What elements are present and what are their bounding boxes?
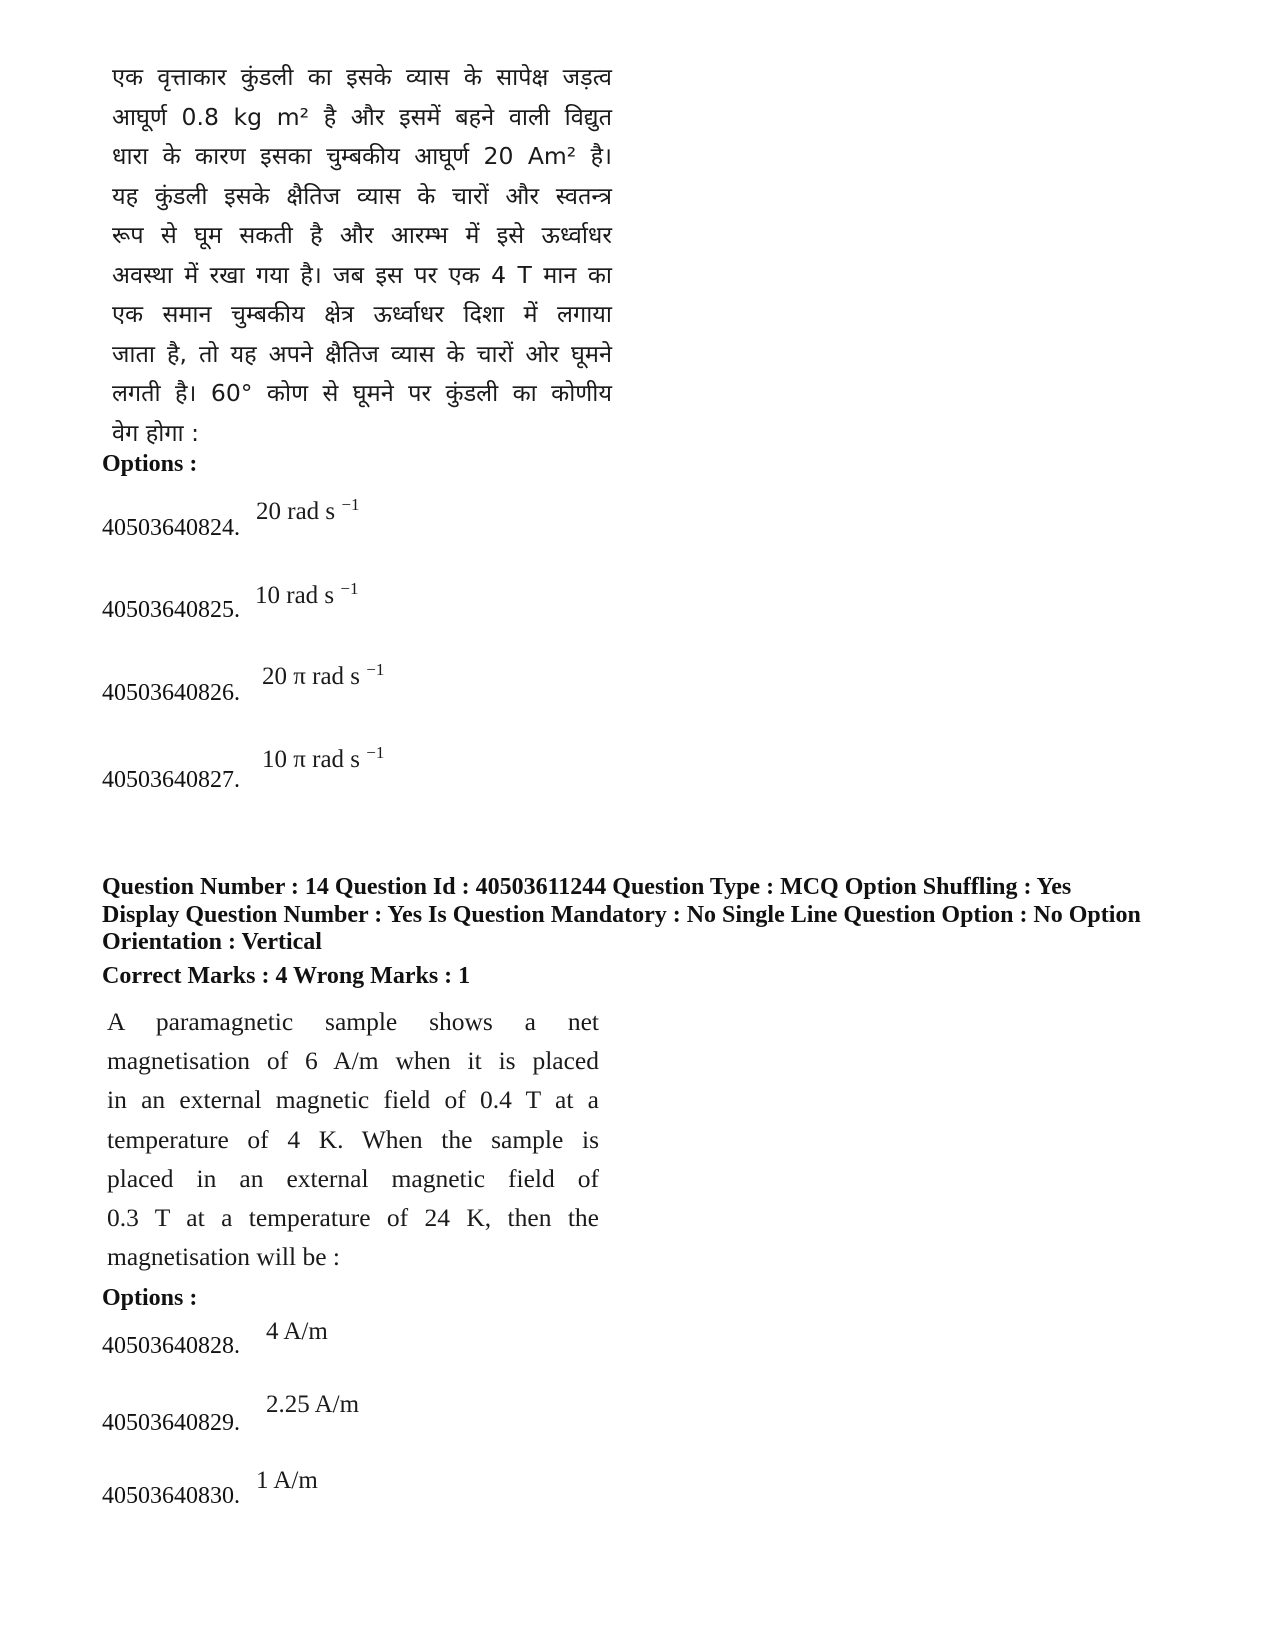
question-14-text [107,1002,599,1276]
question-13-options-label: Options : [102,451,198,477]
option-id: 40503640828. [102,1333,240,1359]
question-14-line: temperature of 4 K. When the sample is [107,1124,599,1154]
option-value: 10 rad s $^{-1}$ [255,579,359,609]
option-value: 20 π rad s $^{-1}$ [262,660,385,690]
question-14-marks: Correct Marks : 4 Wrong Marks : 1 [102,963,471,989]
question-13-line: यह कुंडली इसके क्षैतिज व्यास के चारों और स्वतन्त्र [112,181,612,210]
question-14-meta [102,874,1242,957]
question-13-line: आघूर्ण 0.8 kg m² है और इसमें बहने वाली विद्युत [112,102,612,131]
question-14-line: A paramagnetic sample shows a net [107,1007,599,1036]
question-14-meta-line: Display Question Number : Yes Is Question Mandatory : No Single Line Question Option : No Option [102,901,1141,928]
option-value: 4 A/m [266,1318,328,1345]
option-value: 1 A/m [256,1467,318,1494]
option-id: 40503640830. [102,1483,240,1509]
question-14-options-label: Options : [102,1285,198,1311]
option-id: 40503640826. [102,680,240,706]
question-13-text [112,58,612,453]
question-13-line: धारा के कारण इसका चुम्बकीय आघूर्ण 20 Am² है। [112,142,612,170]
question-14-meta-line: Question Number : 14 Question Id : 40503611244 Question Type : MCQ Option Shuffling : Yes [102,874,1072,900]
question-14-line: in an external magnetic field of 0.4 T at a [107,1085,599,1115]
question-14-line: magnetisation of 6 A/m when it is placed [107,1046,599,1076]
option-id: 40503640827. [102,767,240,793]
option-id: 40503640825. [102,597,240,623]
option-value: 10 π rad s $^{-1}$ [262,743,385,773]
question-14-line: magnetisation will be : [107,1242,340,1272]
question-13-line: एक समान चुम्बकीय क्षेत्र ऊर्ध्वाधर दिशा में लगाया [112,300,612,328]
question-14-line: placed in an external magnetic field of [107,1163,599,1193]
question-13-line: रूप से घूम सकती है और आरम्भ में इसे ऊर्ध्वाधर [112,221,612,249]
option-id: 40503640824. [102,515,240,541]
option-id: 40503640829. [102,1410,240,1436]
question-14-line: 0.3 T at a temperature of 24 K, then the [107,1203,599,1233]
option-value: 20 rad s $^{-1}$ [256,495,360,525]
option-value: 2.25 A/m [266,1391,360,1418]
question-13-line: जाता है, तो यह अपने क्षैतिज व्यास के चारों ओर घूमने [112,339,612,368]
question-13-line: वेग होगा : [112,418,200,447]
question-14-meta-line: Orientation : Vertical [102,929,322,955]
question-13-line: एक वृत्ताकार कुंडली का इसके व्यास के सापेक्ष जड़त्व [112,63,612,91]
question-13-line: अवस्था में रखा गया है। जब इस पर एक 4 T मान का [112,260,612,289]
question-13-line: लगती है। 60° कोण से घूमने पर कुंडली का कोणीय [112,379,612,407]
